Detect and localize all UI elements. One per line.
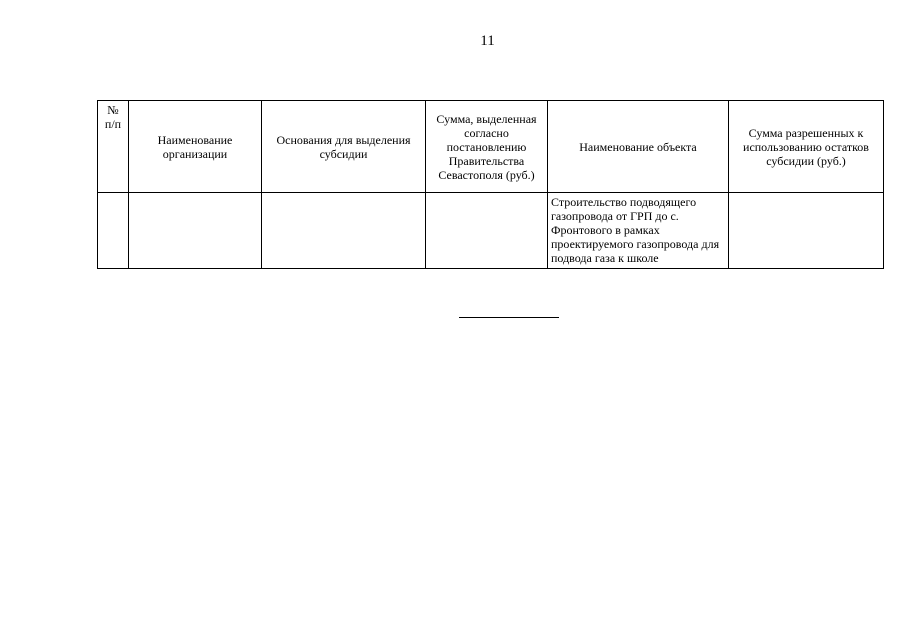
cell-amount-allocated bbox=[426, 193, 548, 269]
header-organization: Наименование организации bbox=[129, 101, 262, 193]
cell-amount-permitted bbox=[729, 193, 884, 269]
page-number: 11 bbox=[480, 33, 495, 49]
header-basis: Основания для выделения субсидии bbox=[262, 101, 426, 193]
header-amount-allocated: Сумма, выделенная согласно постановлению Правительства Севастополя (руб.) bbox=[426, 101, 548, 193]
table-row bbox=[98, 193, 884, 269]
cell-basis bbox=[262, 193, 426, 269]
cell-object-name: Строительство подводящего газопровода от ГРП до с. Фронтового в рамках проектируемого газопровода для подвода газа к школе bbox=[548, 193, 729, 269]
header-amount-permitted: Сумма разрешенных к использованию остатков субсидии (руб.) bbox=[729, 101, 884, 193]
cell-number bbox=[98, 193, 129, 269]
table-body bbox=[98, 193, 884, 269]
cell-organization bbox=[129, 193, 262, 269]
header-row bbox=[98, 101, 884, 193]
table-header bbox=[98, 101, 884, 193]
closing-rule bbox=[459, 317, 559, 318]
subsidy-table bbox=[97, 100, 884, 269]
header-number: № п/п bbox=[98, 101, 129, 193]
header-object-name: Наименование объекта bbox=[548, 101, 729, 193]
